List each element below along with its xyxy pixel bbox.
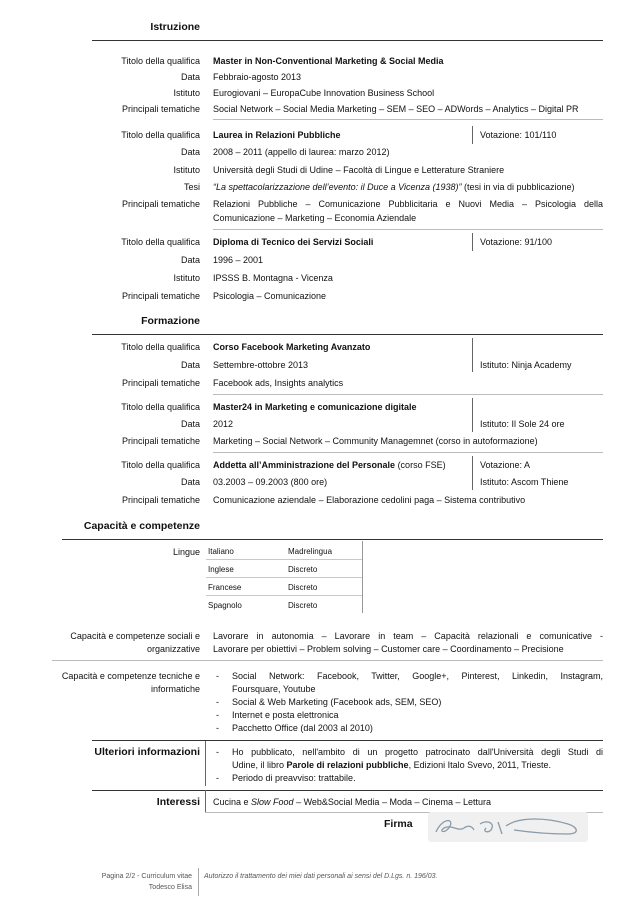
label-sociali-line2: organizzative xyxy=(146,644,200,654)
label-istituto: Istituto xyxy=(173,88,200,98)
section-title-interessi: Interessi xyxy=(156,796,200,808)
entry-divider xyxy=(213,394,603,395)
label-tematiche: Principali tematiche xyxy=(121,104,200,114)
section-vertical-rule xyxy=(205,740,206,786)
value-sociali-line1: Lavorare in autonomia – Lavorare in team – Capacità relazionali e comunicative - xyxy=(213,631,603,641)
book-title: Parole di relazioni pubbliche xyxy=(286,760,409,770)
section-divider xyxy=(92,740,603,741)
label-tematiche: Principali tematiche xyxy=(121,199,200,209)
bullet-dash: - xyxy=(216,747,219,757)
label-qualifica: Titolo della qualifica xyxy=(121,342,200,352)
section-divider xyxy=(92,790,603,791)
section-title-formazione: Formazione xyxy=(141,315,200,327)
language-level: Discreto xyxy=(288,565,318,574)
footer-divider xyxy=(198,868,199,896)
info-item-line2 xyxy=(232,759,551,771)
qualifica-bold: Addetta all’Amministrazione del Personale xyxy=(213,460,396,470)
value-qualifica: Corso Facebook Marketing Avanzato xyxy=(213,342,371,352)
value-istituto: Università degli Studi di Udine – Facoltà di Lingue e Letterature Straniere xyxy=(213,165,505,175)
value-tematiche: Social Network – Social Media Marketing – SEM – SEO – ADWords – Analytics – Digital PR xyxy=(213,104,579,114)
label-tecniche-line2: informatiche xyxy=(150,684,200,694)
label-lingue: Lingue xyxy=(172,547,200,557)
table-gridline xyxy=(206,577,362,578)
label-data: Data xyxy=(180,477,200,487)
language-name: Inglese xyxy=(208,565,234,574)
section-divider xyxy=(62,539,603,540)
language-name: Francese xyxy=(208,583,242,592)
info-post: , Edizioni Italo Svevo, 2011, Trieste. xyxy=(408,760,551,770)
section-title-capacita: Capacità e competenze xyxy=(83,520,200,532)
value-interessi xyxy=(213,796,491,808)
signature-scribble-icon xyxy=(428,812,588,842)
label-tesi: Tesi xyxy=(183,182,200,192)
skill-item: Social & Web Marketing (Facebook ads, SEM, SEO) xyxy=(232,697,442,707)
value-tesi xyxy=(213,181,575,193)
table-right-border xyxy=(362,541,363,613)
value-qualifica: Laurea in Relazioni Pubbliche xyxy=(213,130,341,140)
value-votazione: Votazione: 91/100 xyxy=(480,237,553,247)
value-istituto: Eurogiovani – EuropaCube Innovation Business School xyxy=(213,88,435,98)
skill-item-line2: Foursquare, Youtube xyxy=(232,684,316,694)
section-divider xyxy=(92,334,603,335)
bullet-dash: - xyxy=(216,723,219,733)
entry-divider xyxy=(52,660,603,661)
value-sociali-line2: Lavorare per obiettivi – Problem solving – Customer care – Coordinamento – Precisione xyxy=(213,644,564,654)
column-divider xyxy=(472,233,473,251)
language-name: Spagnolo xyxy=(208,601,242,610)
value-istituto: Istituto: Ascom Thiene xyxy=(480,477,569,487)
value-qualifica: Master in Non-Conventional Marketing & Social Media xyxy=(213,56,444,66)
table-gridline xyxy=(206,559,362,560)
label-data: Data xyxy=(180,72,200,82)
footer-page-line1: Pagina 2/2 - Curriculum vitae xyxy=(101,873,192,880)
label-data: Data xyxy=(180,255,200,265)
value-tematiche: Psicologia – Comunicazione xyxy=(213,291,327,301)
value-tematiche-line1: Relazioni Pubbliche – Comunicazione Pubblicitaria e Nuovi Media – Psicologia della xyxy=(213,199,603,209)
section-vertical-rule xyxy=(205,790,206,812)
value-istituto: Istituto: Il Sole 24 ore xyxy=(480,419,565,429)
label-istituto: Istituto xyxy=(173,273,200,283)
info-pre: Udine, il libro xyxy=(232,760,287,770)
column-divider xyxy=(472,398,473,432)
value-tematiche-line2: Comunicazione – Marketing – Economia Aziendale xyxy=(213,213,417,223)
column-divider xyxy=(472,456,473,490)
table-gridline xyxy=(206,595,362,596)
skill-item: Pacchetto Office (dal 2003 al 2010) xyxy=(232,723,373,733)
value-istituto: IPSSS B. Montagna - Vicenza xyxy=(213,273,333,283)
value-votazione: Votazione: 101/110 xyxy=(480,130,557,140)
value-data: Settembre-ottobre 2013 xyxy=(213,360,309,370)
label-tecniche-line1: Capacità e competenze tecniche e xyxy=(61,671,200,681)
section-title-istruzione: Istruzione xyxy=(150,21,200,33)
footer-page-line2: Todesco Elisa xyxy=(148,884,192,891)
entry-divider xyxy=(213,452,603,453)
tesi-title: “La spettacolarizzazione dell’evento: il Duce a Vicenza (1938)” xyxy=(213,182,462,192)
value-qualifica: Master24 in Marketing e comunicazione digitale xyxy=(213,402,417,412)
label-qualifica: Titolo della qualifica xyxy=(121,130,200,140)
firma-label: Firma xyxy=(384,818,413,830)
interessi-ital: Slow Food xyxy=(251,797,294,807)
bullet-dash: - xyxy=(216,773,219,783)
footer-privacy: Autorizzo il trattamento dei miei dati personali ai sensi del D.Lgs. n. 196/03. xyxy=(204,873,438,880)
value-data: 03.2003 – 09.2003 (800 ore) xyxy=(213,477,328,487)
label-data: Data xyxy=(180,147,200,157)
info-item: Periodo di preavviso: trattabile. xyxy=(232,773,356,783)
entry-divider xyxy=(213,119,603,120)
label-qualifica: Titolo della qualifica xyxy=(121,460,200,470)
value-qualifica xyxy=(213,459,446,471)
value-istituto: Istituto: Ninja Academy xyxy=(480,360,572,370)
value-data: 2012 xyxy=(213,419,234,429)
interessi-post: – Web&Social Media – Moda – Cinema – Lettura xyxy=(293,797,492,807)
label-tematiche: Principali tematiche xyxy=(121,291,200,301)
section-divider xyxy=(92,40,603,41)
language-level: Discreto xyxy=(288,583,318,592)
column-divider xyxy=(472,338,473,372)
label-qualifica: Titolo della qualifica xyxy=(121,56,200,66)
label-sociali-line1: Capacità e competenze sociali e xyxy=(70,631,200,641)
label-data: Data xyxy=(180,419,200,429)
bullet-dash: - xyxy=(216,710,219,720)
label-qualifica: Titolo della qualifica xyxy=(121,237,200,247)
column-divider xyxy=(472,126,473,144)
value-data: Febbraio-agosto 2013 xyxy=(213,72,302,82)
bullet-dash: - xyxy=(216,697,219,707)
label-tematiche: Principali tematiche xyxy=(121,436,200,446)
label-qualifica: Titolo della qualifica xyxy=(121,402,200,412)
language-name: Italiano xyxy=(208,547,234,556)
signature-image xyxy=(428,812,588,842)
tesi-note: (tesi in via di pubblicazione) xyxy=(464,182,575,192)
interessi-pre: Cucina e xyxy=(213,797,252,807)
label-tematiche: Principali tematiche xyxy=(121,378,200,388)
language-level: Madrelingua xyxy=(288,547,333,556)
skill-item: Internet e posta elettronica xyxy=(232,710,339,720)
value-tematiche: Comunicazione aziendale – Elaborazione cedolini paga – Sistema contributivo xyxy=(213,495,526,505)
label-tematiche: Principali tematiche xyxy=(121,495,200,505)
value-data: 2008 – 2011 (appello di laurea: marzo 2012) xyxy=(213,147,390,157)
info-item-line1: Ho pubblicato, nell'ambito di un progetto patrocinato dall'Università degli Studi di xyxy=(232,747,603,757)
value-votazione: Votazione: A xyxy=(480,460,531,470)
value-data: 1996 – 2001 xyxy=(213,255,264,265)
language-level: Discreto xyxy=(288,601,318,610)
section-title-ulteriori: Ulteriori informazioni xyxy=(94,746,200,758)
skill-item-line1: Social Network: Facebook, Twitter, Google+, Pinterest, Linkedin, Instagram, xyxy=(232,671,603,681)
value-tematiche: Facebook ads, Insights analytics xyxy=(213,378,344,388)
value-tematiche: Marketing – Social Network – Community Managemnet (corso in autoformazione) xyxy=(213,436,538,446)
bullet-dash: - xyxy=(216,671,219,681)
entry-divider xyxy=(213,229,603,230)
value-qualifica: Diploma di Tecnico dei Servizi Sociali xyxy=(213,237,374,247)
qualifica-rest: (corso FSE) xyxy=(395,460,446,470)
label-istituto: Istituto xyxy=(173,165,200,175)
label-data: Data xyxy=(180,360,200,370)
